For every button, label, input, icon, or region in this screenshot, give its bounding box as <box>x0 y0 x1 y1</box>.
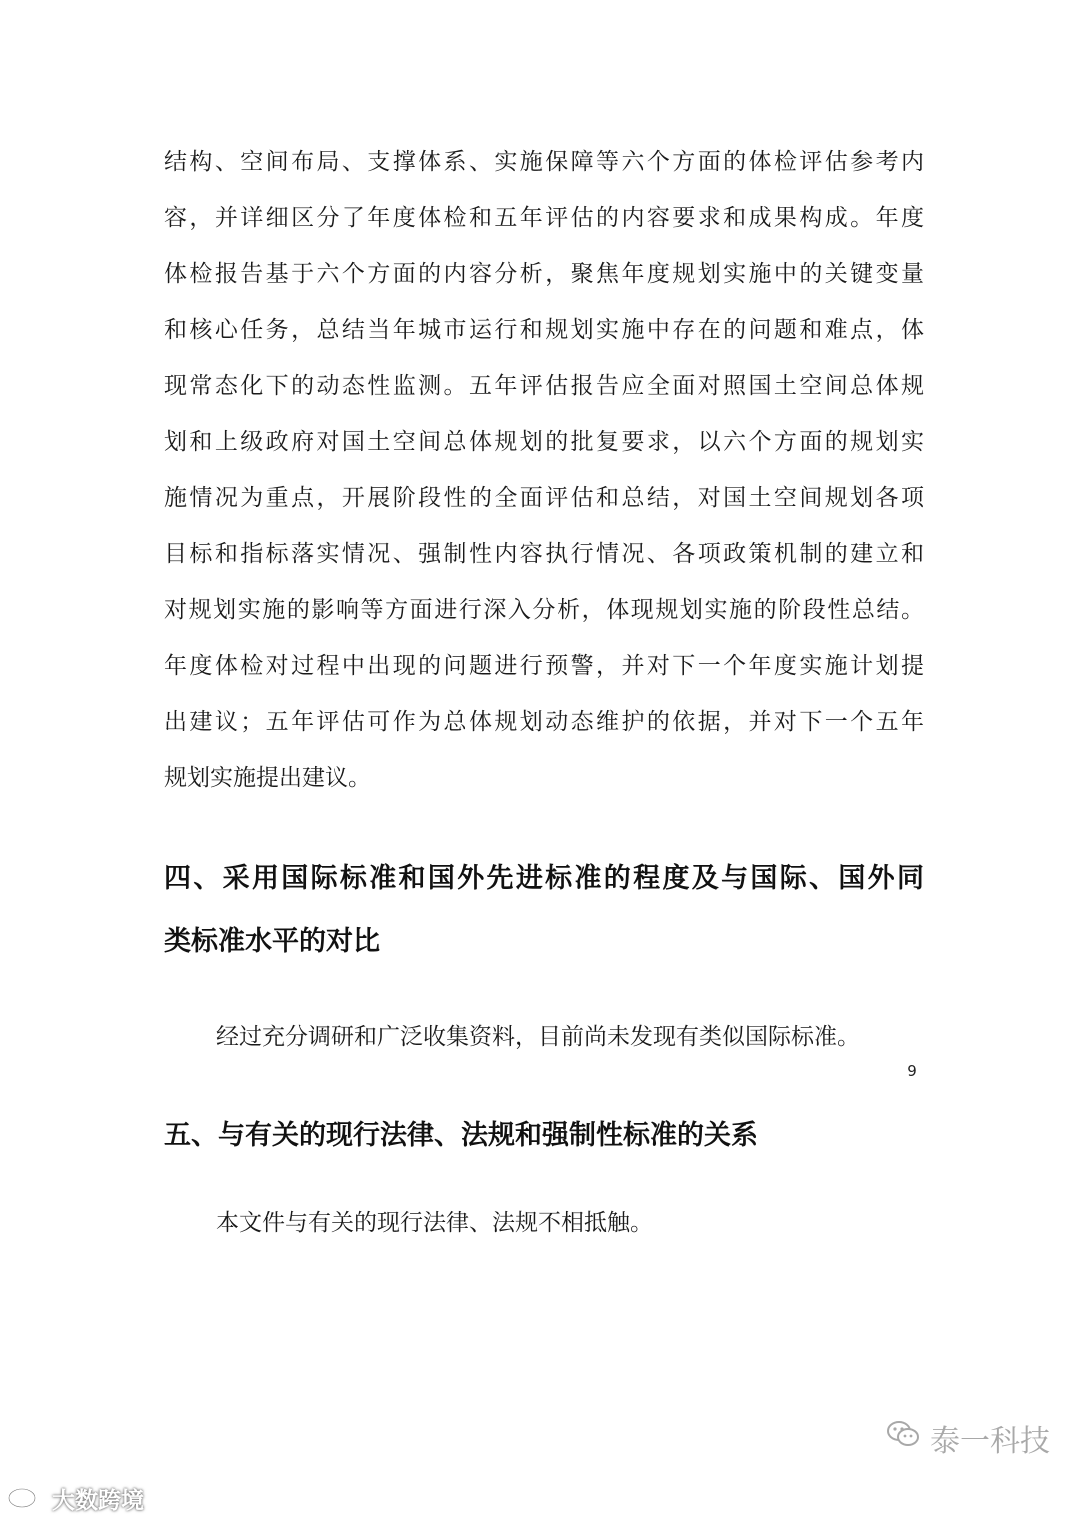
section-5-heading: 五、与有关的现行法律、法规和强制性标准的关系 <box>164 1120 758 1151</box>
body-line: 体检报告基于六个方面的内容分析，聚焦年度规划实施中的关键变量 <box>164 261 924 287</box>
body-line: 对规划实施的影响等方面进行深入分析，体现规划实施的阶段性总结。 <box>164 597 924 623</box>
watermark-left-text: 大数跨境 <box>52 1487 144 1514</box>
watermark-weibo <box>6 1480 144 1516</box>
section-5-paragraph: 本文件与有关的现行法律、法规不相抵触。 <box>216 1210 653 1236</box>
body-text <box>164 134 924 806</box>
watermark-wechat <box>886 1418 1050 1458</box>
page-number: 9 <box>907 1062 917 1080</box>
body-line: 容，并详细区分了年度体检和五年评估的内容要求和成果构成。年度 <box>164 205 924 231</box>
wechat-icon <box>886 1419 920 1457</box>
watermark-right-text: 泰一科技 <box>930 1424 1050 1459</box>
body-line: 施情况为重点，开展阶段性的全面评估和总结，对国土空间规划各项 <box>164 485 924 511</box>
body-line: 结构、空间布局、支撑体系、实施保障等六个方面的体检评估参考内 <box>164 149 924 175</box>
body-line: 目标和指标落实情况、强制性内容执行情况、各项政策机制的建立和 <box>164 541 924 567</box>
body-line: 现常态化下的动态性监测。五年评估报告应全面对照国土空间总体规 <box>164 373 924 399</box>
section-4-paragraph: 经过充分调研和广泛收集资料，目前尚未发现有类似国际标准。 <box>216 1024 860 1050</box>
body-line: 出建议；五年评估可作为总体规划动态维护的依据，并对下一个五年 <box>164 709 924 735</box>
section-4-heading-line-2: 类标准水平的对比 <box>164 926 380 957</box>
body-line: 和核心任务，总结当年城市运行和规划实施中存在的问题和难点，体 <box>164 317 924 343</box>
body-line: 年度体检对过程中出现的问题进行预警，并对下一个年度实施计划提 <box>164 653 924 679</box>
section-4-heading-line-1: 四、采用国际标准和国外先进标准的程度及与国际、国外同 <box>164 863 924 894</box>
body-line: 划和上级政府对国土空间总体规划的批复要求，以六个方面的规划实 <box>164 429 924 455</box>
weibo-icon <box>6 1481 44 1515</box>
body-line: 规划实施提出建议。 <box>164 765 371 791</box>
